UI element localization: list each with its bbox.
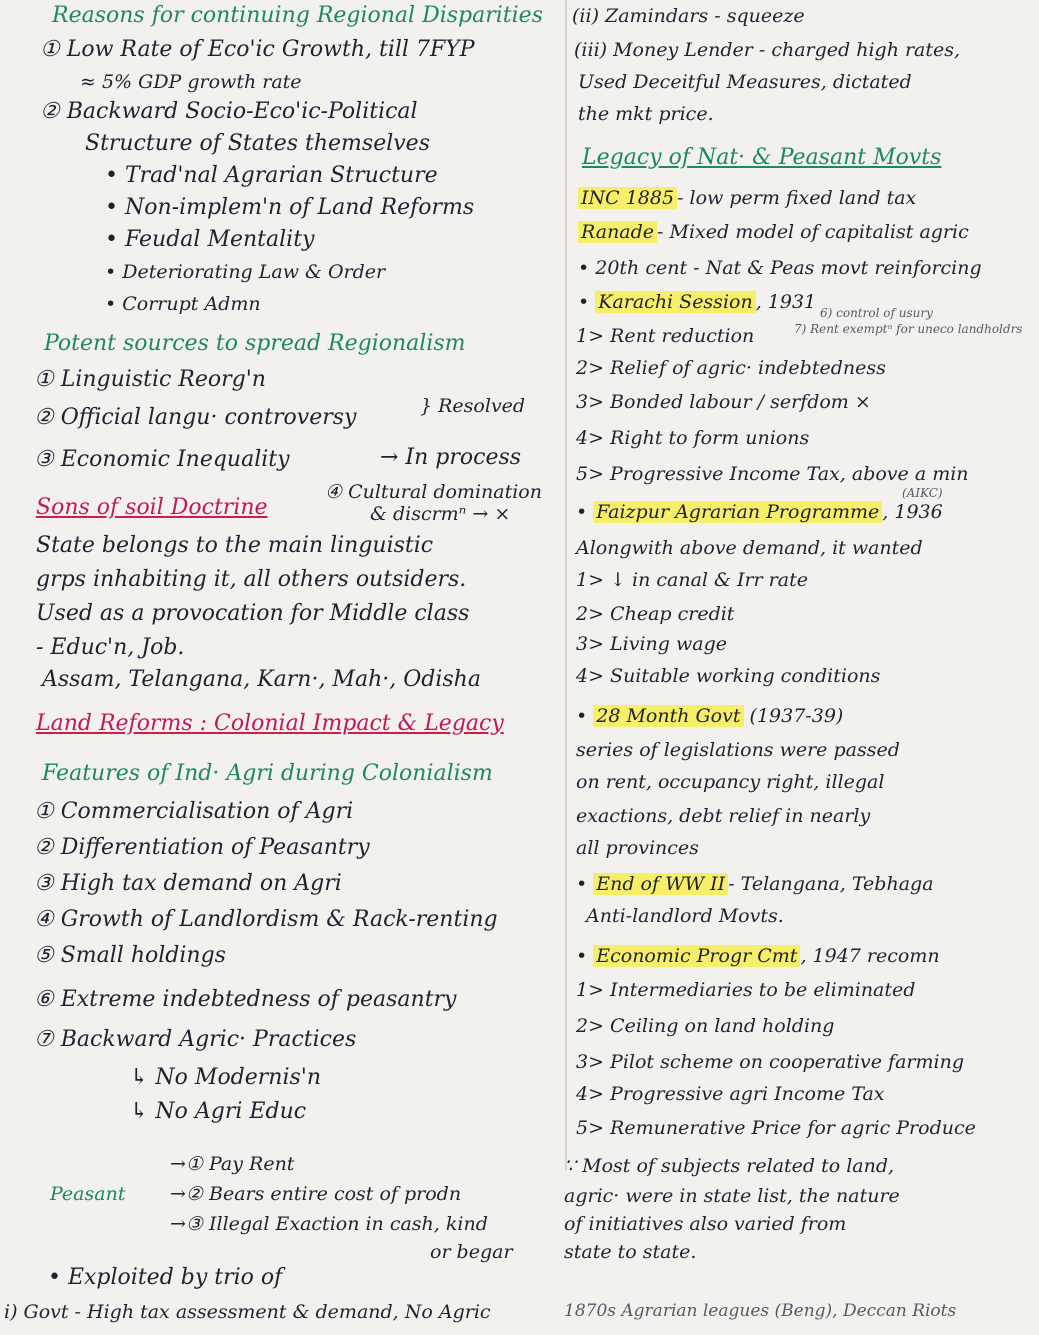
sons-line: - Educ'n, Job. <box>36 635 185 660</box>
note-line: agric· were in state list, the nature <box>564 1185 900 1207</box>
potent-heading: Potent sources to spread Regionalism <box>44 331 466 356</box>
month-govt-text: on rent, occupancy right, illegal <box>576 771 885 793</box>
month-govt-tag: 28 Month Govt <box>593 705 743 727</box>
epc-item: 3> Pilot scheme on cooperative farming <box>576 1051 964 1073</box>
epc-line: • Economic Progr Cmt , 1947 recomn <box>576 945 940 967</box>
reason-2-item: • Deteriorating Law & Order <box>105 261 386 283</box>
epc-item: 5> Remunerative Price for agric Produce <box>576 1117 976 1139</box>
potent-item-4: ④ Cultural domination <box>325 481 542 503</box>
ranade-rest: - Mixed model of capitalist agric <box>657 221 969 243</box>
feature-item: ⑤ Small holdings <box>34 943 226 968</box>
karachi-tag: Karachi Session <box>595 291 755 313</box>
ww-tag: End of WW II <box>593 873 728 895</box>
ranade-tag: Ranade <box>578 221 657 243</box>
feature-item: ② Differentiation of Peasantry <box>34 835 370 860</box>
reason-1-detail: ≈ 5% GDP growth rate <box>80 71 302 93</box>
faizpur-line: • Faizpur Agrarian Programme , 1936 <box>576 501 943 523</box>
faizpur-item: 4> Suitable working conditions <box>576 665 881 687</box>
karachi-item: 5> Progressive Income Tax, above a min <box>576 463 969 485</box>
epc-item: 1> Intermediaries to be eliminated <box>576 979 916 1001</box>
exploited-line: • Exploited by trio of <box>48 1265 283 1290</box>
month-govt-rest: (1937-39) <box>743 705 844 727</box>
peasant-label: Peasant <box>50 1183 126 1205</box>
sons-line: grps inhabiting it, all others outsiders. <box>36 567 467 592</box>
note-line: state to state. <box>564 1241 697 1263</box>
backward-sub-item: ↳ No Agri Educ <box>130 1099 307 1124</box>
karachi-item: 3> Bonded labour / serfdom × <box>576 391 871 413</box>
faizpur-rest: , 1936 <box>882 501 943 523</box>
reason-2-item: • Feudal Mentality <box>105 227 315 252</box>
peasant-item: →② Bears entire cost of prodn <box>170 1183 462 1205</box>
feature-item: ④ Growth of Landlordism & Rack-renting <box>34 907 498 932</box>
feature-item: ⑦ Backward Agric· Practices <box>34 1027 357 1052</box>
inc-rest: - low perm fixed land tax <box>677 187 917 209</box>
features-heading: Features of Ind· Agri during Colonialism <box>42 761 493 786</box>
month-govt-text: all provinces <box>576 837 699 859</box>
land-reforms-heading: Land Reforms : Colonial Impact & Legacy <box>36 711 504 736</box>
ww-line-b: Anti-landlord Movts. <box>586 905 784 927</box>
reason-1-line: ① Low Rate of Eco'ic Growth, till 7FYP <box>40 37 475 62</box>
money-lender-line: the mkt price. <box>578 103 714 125</box>
potent-item-4-b: & discrmⁿ → × <box>370 503 511 525</box>
note-line: ∵ Most of subjects related to land, <box>564 1155 895 1177</box>
in-process-note: → In process <box>380 445 522 470</box>
potent-item: ② Official langu· controversy <box>34 405 357 430</box>
inc-tag: INC 1885 <box>578 187 677 209</box>
bottom-line: 1870s Agrarian leagues (Beng), Deccan Riots <box>564 1301 957 1321</box>
potent-item: ③ Economic Inequality <box>34 447 290 472</box>
inc-line <box>578 184 916 212</box>
money-lender-line: (iii) Money Lender - charged high rates, <box>574 39 961 61</box>
karachi-line: • Karachi Session , 1931 <box>578 291 817 313</box>
cent20-line: • 20th cent - Nat & Peas movt reinforcing <box>578 257 982 279</box>
epc-item: 2> Ceiling on land holding <box>576 1015 835 1037</box>
karachi-item: 1> Rent reduction <box>576 325 755 347</box>
aikc-note: (AIKC) <box>902 486 943 500</box>
peasant-item: →③ Illegal Exaction in cash, kind <box>170 1213 488 1235</box>
reason-2-line: ② Backward Socio-Eco'ic-Political <box>40 99 418 124</box>
faizpur-intro: Alongwith above demand, it wanted <box>576 537 923 559</box>
feature-item: ⑥ Extreme indebtedness of peasantry <box>34 987 457 1012</box>
sons-line: Assam, Telangana, Karn·, Mah·, Odisha <box>42 667 481 692</box>
reasons-heading: Reasons for continuing Regional Disparities <box>52 3 543 28</box>
reason-2-item: • Corrupt Admn <box>105 293 261 315</box>
faizpur-item: 2> Cheap credit <box>576 603 735 625</box>
reason-2-item: • Trad'nal Agrarian Structure <box>105 163 438 188</box>
sons-line: State belongs to the main linguistic <box>36 533 434 558</box>
karachi-item: 2> Relief of agric· indebtedness <box>576 357 886 379</box>
zamindars-line: (ii) Zamindars - squeeze <box>572 5 805 27</box>
month-govt-line: • 28 Month Govt (1937-39) <box>576 705 844 727</box>
sons-line: Used as a provocation for Middle class <box>36 601 470 626</box>
karachi-item: 4> Right to form unions <box>576 427 810 449</box>
backward-sub-item: ↳ No Modernis'n <box>130 1065 322 1090</box>
epc-rest: , 1947 recomn <box>800 945 940 967</box>
peasant-item: →① Pay Rent <box>170 1153 295 1175</box>
ranade-line <box>578 218 969 246</box>
epc-tag: Economic Progr Cmt <box>593 945 800 967</box>
column-divider <box>565 0 567 1170</box>
legacy-heading: Legacy of Nat· & Peasant Movts <box>582 145 942 170</box>
faizpur-item: 1> ↓ in canal & Irr rate <box>576 569 808 591</box>
karachi-rest: , 1931 <box>755 291 817 313</box>
reason-2-line-b: Structure of States themselves <box>85 131 430 156</box>
resolved-note: } Resolved <box>420 395 526 417</box>
feature-item: ③ High tax demand on Agri <box>34 871 342 896</box>
faizpur-item: 3> Living wage <box>576 633 727 655</box>
ww-rest: - Telangana, Tebhaga <box>728 873 934 895</box>
or-begar: or begar <box>430 1241 513 1263</box>
sons-heading: Sons of soil Doctrine <box>36 495 268 520</box>
month-govt-text: exactions, debt relief in nearly <box>576 805 871 827</box>
reason-2-item: • Non-implem'n of Land Reforms <box>105 195 475 220</box>
money-lender-line: Used Deceitful Measures, dictated <box>578 71 912 93</box>
faizpur-tag: Faizpur Agrarian Programme <box>593 501 882 523</box>
govt-line: i) Govt - High tax assessment & demand, No Agric <box>4 1301 491 1323</box>
month-govt-text: series of legislations were passed <box>576 739 900 761</box>
feature-item: ① Commercialisation of Agri <box>34 799 354 824</box>
karachi-note: 7) Rent exemptⁿ for uneco landholdrs <box>794 322 1023 336</box>
potent-item: ① Linguistic Reorg'n <box>34 367 266 392</box>
karachi-note: 6) control of usury <box>820 306 933 320</box>
note-line: of initiatives also varied from <box>564 1213 847 1235</box>
ww-line: • End of WW II - Telangana, Tebhaga <box>576 873 934 895</box>
epc-item: 4> Progressive agri Income Tax <box>576 1083 885 1105</box>
